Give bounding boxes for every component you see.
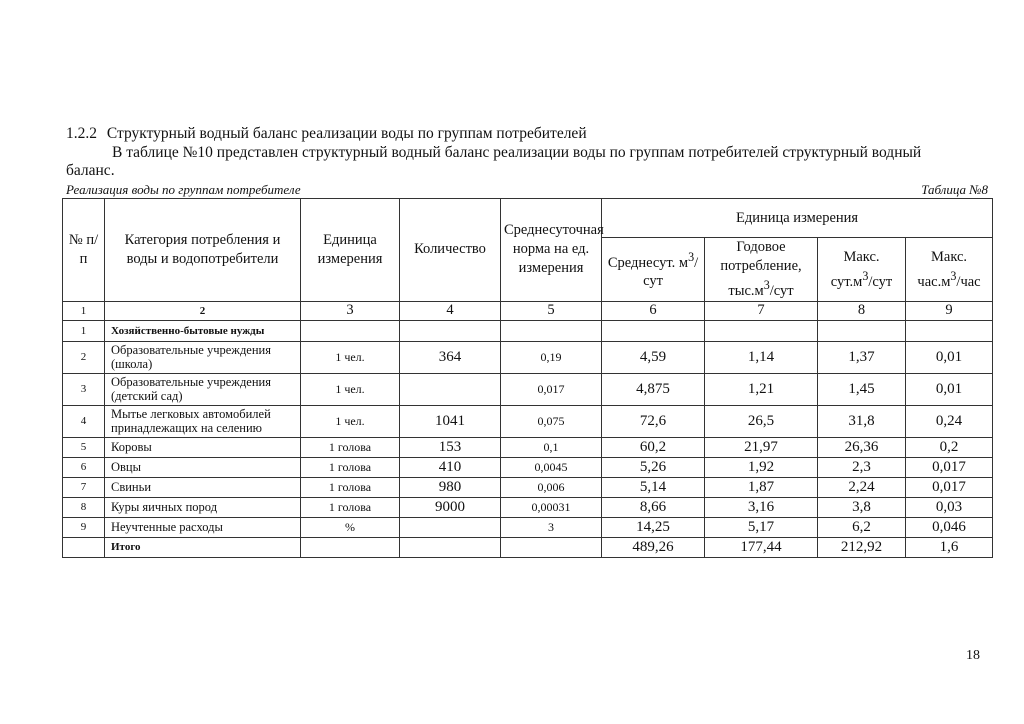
row-avg: 4,875 <box>602 373 705 405</box>
row-unit: 1 голова <box>301 497 400 517</box>
row-unit: % <box>301 517 400 537</box>
row-number: 5 <box>63 437 105 457</box>
header-max-day: Макс. $сут.м^3$/сут <box>818 238 906 302</box>
row-category: Мытье легковых автомобилей принадлежащих на селению <box>105 405 301 437</box>
row-annual: 1,21 <box>705 373 818 405</box>
row-max-hour: 0,017 <box>906 477 993 497</box>
header-number: № п/п <box>63 199 105 302</box>
row-annual: 3,16 <box>705 497 818 517</box>
row-category: Образовательные учреждения (детский сад) <box>105 373 301 405</box>
table-row <box>63 477 993 497</box>
table-row <box>63 497 993 517</box>
row-avg: 14,25 <box>602 517 705 537</box>
row-norm: 0,1 <box>501 437 602 457</box>
row-max-hour: 0,017 <box>906 457 993 477</box>
row-max-hour: 0,01 <box>906 341 993 373</box>
row-number: 3 <box>63 373 105 405</box>
row-norm: 3 <box>501 517 602 537</box>
row-avg: 72,6 <box>602 405 705 437</box>
index-cell: 1 <box>63 301 105 320</box>
row-max-day: 2,3 <box>818 457 906 477</box>
row-quantity <box>400 320 501 341</box>
table-row <box>63 457 993 477</box>
index-cell: 2 <box>105 301 301 320</box>
caption-table-number: Таблица №8 <box>921 182 988 197</box>
header-unit: Единица измерения <box>301 199 400 302</box>
table-caption <box>66 182 990 198</box>
total-empty-cell <box>63 537 105 557</box>
section-heading <box>66 124 966 143</box>
row-unit: 1 чел. <box>301 405 400 437</box>
row-annual: 21,97 <box>705 437 818 457</box>
index-cell: 8 <box>818 301 906 320</box>
row-quantity: 1041 <box>400 405 501 437</box>
row-max-hour: 0,2 <box>906 437 993 457</box>
row-category: Куры яичных пород <box>105 497 301 517</box>
row-quantity: 9000 <box>400 497 501 517</box>
row-unit: 1 голова <box>301 457 400 477</box>
row-number: 2 <box>63 341 105 373</box>
row-unit: 1 голова <box>301 477 400 497</box>
row-max-hour <box>906 320 993 341</box>
column-index-row <box>63 301 993 320</box>
row-norm: 0,19 <box>501 341 602 373</box>
total-empty-cell <box>301 537 400 557</box>
row-category: Хозяйственно-бытовые нужды <box>105 320 301 341</box>
header-max-hour: Макс. $час.м^3$/час <box>906 238 993 302</box>
row-avg <box>602 320 705 341</box>
row-number: 4 <box>63 405 105 437</box>
index-cell: 7 <box>705 301 818 320</box>
table-row <box>63 405 993 437</box>
row-category: Свиньи <box>105 477 301 497</box>
section-number: 1.2.2 <box>66 125 97 142</box>
row-avg: 4,59 <box>602 341 705 373</box>
row-max-hour: 0,24 <box>906 405 993 437</box>
row-annual: 1,14 <box>705 341 818 373</box>
row-max-day: 1,45 <box>818 373 906 405</box>
row-norm <box>501 320 602 341</box>
header-quantity: Количество <box>400 199 501 302</box>
row-category: Коровы <box>105 437 301 457</box>
index-cell: 5 <box>501 301 602 320</box>
row-norm: 0,006 <box>501 477 602 497</box>
total-label: Итого <box>105 537 301 557</box>
row-quantity: 980 <box>400 477 501 497</box>
row-quantity: 153 <box>400 437 501 457</box>
row-category: Образовательные учреждения (школа) <box>105 341 301 373</box>
intro-paragraph: В таблице №10 представлен структурный водный баланс реализации воды по группам потребителей структурный водный баланс. <box>66 144 922 179</box>
total-avg: 489,26 <box>602 537 705 557</box>
row-max-hour: 0,01 <box>906 373 993 405</box>
row-quantity <box>400 373 501 405</box>
row-max-hour: 0,03 <box>906 497 993 517</box>
row-annual: 1,92 <box>705 457 818 477</box>
table-row <box>63 341 993 373</box>
row-quantity: 410 <box>400 457 501 477</box>
row-max-day <box>818 320 906 341</box>
row-avg: 8,66 <box>602 497 705 517</box>
row-category: Неучтенные расходы <box>105 517 301 537</box>
row-annual: 5,17 <box>705 517 818 537</box>
row-max-day: 31,8 <box>818 405 906 437</box>
row-avg: 5,26 <box>602 457 705 477</box>
row-unit: 1 голова <box>301 437 400 457</box>
total-empty-cell <box>400 537 501 557</box>
row-number: 7 <box>63 477 105 497</box>
total-row <box>63 537 993 557</box>
row-max-day: 26,36 <box>818 437 906 457</box>
index-cell: 6 <box>602 301 705 320</box>
header-avg: Среднесут. $м^3$/сут <box>602 238 705 302</box>
row-norm: 0,00031 <box>501 497 602 517</box>
table-row <box>63 517 993 537</box>
header-annual: Годовое потребление, $тыс.м^3$/сут <box>705 238 818 302</box>
header-unit-group: Единица измерения <box>602 199 993 238</box>
table-row <box>63 373 993 405</box>
row-number: 6 <box>63 457 105 477</box>
table-row <box>63 320 993 341</box>
index-cell: 4 <box>400 301 501 320</box>
row-avg: 60,2 <box>602 437 705 457</box>
index-cell: 3 <box>301 301 400 320</box>
row-norm: 0,0045 <box>501 457 602 477</box>
caption-left: Реализация воды по группам потребителе <box>66 182 301 197</box>
row-annual: 1,87 <box>705 477 818 497</box>
total-max-hour: 1,6 <box>906 537 993 557</box>
row-max-day: 6,2 <box>818 517 906 537</box>
row-max-hour: 0,046 <box>906 517 993 537</box>
header-norm: Среднесуточная норма на ед. измерения <box>501 199 602 302</box>
water-balance-table <box>62 198 993 558</box>
total-empty-cell <box>501 537 602 557</box>
row-number: 8 <box>63 497 105 517</box>
row-max-day: 2,24 <box>818 477 906 497</box>
row-unit: 1 чел. <box>301 373 400 405</box>
header-category: Категория потребления и воды и водопотребители <box>105 199 301 302</box>
row-norm: 0,017 <box>501 373 602 405</box>
row-annual <box>705 320 818 341</box>
row-category: Овцы <box>105 457 301 477</box>
row-norm: 0,075 <box>501 405 602 437</box>
total-max-day: 212,92 <box>818 537 906 557</box>
section-title: Структурный водный баланс реализации воды по группам потребителей <box>106 125 587 142</box>
total-annual: 177,44 <box>705 537 818 557</box>
row-unit: 1 чел. <box>301 341 400 373</box>
row-max-day: 1,37 <box>818 341 906 373</box>
table-row <box>63 437 993 457</box>
row-number: 1 <box>63 320 105 341</box>
row-unit <box>301 320 400 341</box>
row-number: 9 <box>63 517 105 537</box>
index-cell: 9 <box>906 301 993 320</box>
page-number: 18 <box>966 648 980 663</box>
row-max-day: 3,8 <box>818 497 906 517</box>
row-quantity: 364 <box>400 341 501 373</box>
row-avg: 5,14 <box>602 477 705 497</box>
row-quantity <box>400 517 501 537</box>
row-annual: 26,5 <box>705 405 818 437</box>
